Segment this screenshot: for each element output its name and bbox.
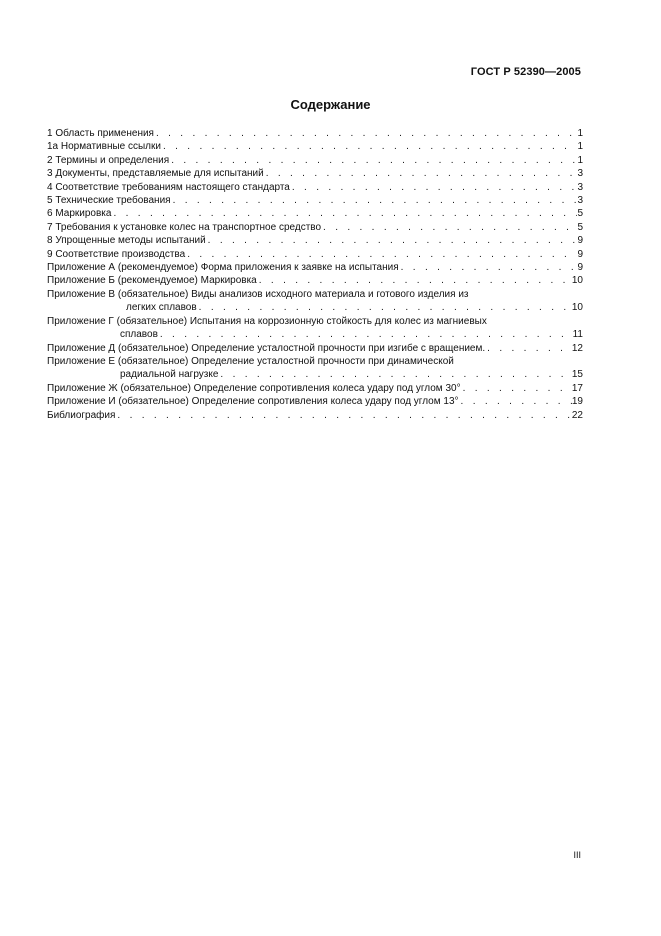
- toc-entry-title: Приложение Д (обязательное) Определение усталостной прочности при изгибе с вращением.: [47, 342, 486, 354]
- toc-entry-title: радиальной нагрузке: [120, 369, 219, 381]
- toc-leader: [218, 368, 571, 381]
- toc-entry[interactable]: [47, 288, 583, 315]
- toc-leader: [264, 167, 577, 180]
- toc-entry-title: сплавов: [120, 329, 158, 341]
- toc-entry-title: легких сплавов: [126, 302, 197, 314]
- toc-entry-title: 1 Область применения: [47, 128, 154, 139]
- toc-entry[interactable]: [47, 167, 583, 180]
- toc-entry-page: 17: [571, 382, 583, 394]
- toc-entry[interactable]: [47, 274, 583, 287]
- toc-entry[interactable]: [47, 181, 583, 194]
- toc-entry-page: 12: [571, 342, 583, 354]
- toc-entry[interactable]: [47, 342, 583, 355]
- toc-entry-page: 9: [577, 262, 583, 274]
- toc-entry-title: 2 Термины и определения: [47, 154, 170, 166]
- toc-entry[interactable]: [47, 382, 583, 395]
- toc-leader: [197, 301, 572, 314]
- toc-entry-title: 5 Технические требования: [47, 195, 171, 207]
- toc-entry-page: 19: [571, 396, 583, 408]
- toc-leader: [154, 127, 577, 140]
- toc-leader: [169, 154, 577, 167]
- toc-entry[interactable]: [47, 234, 583, 247]
- toc-entry-title: 6 Маркировка: [47, 208, 112, 220]
- toc-entry[interactable]: [47, 248, 583, 261]
- toc-leader: [171, 194, 577, 207]
- toc-entry-page: 1: [577, 154, 583, 166]
- toc-entry-page: 9: [577, 248, 583, 260]
- toc-leader: [158, 328, 573, 341]
- toc-entry-title: 9 Соответствие производства: [47, 248, 186, 260]
- toc-leader: [321, 221, 577, 234]
- document-header: ГОСТ Р 52390—2005: [470, 66, 581, 78]
- table-of-contents: [47, 127, 583, 422]
- page-title: Содержание: [290, 97, 371, 112]
- toc-entry-page: 1: [577, 128, 583, 139]
- toc-entry-title: Библиография: [47, 409, 116, 421]
- toc-leader: [290, 181, 577, 194]
- toc-leader: [399, 261, 577, 274]
- toc-entry-page: 3: [577, 195, 583, 207]
- toc-entry[interactable]: [47, 127, 583, 140]
- toc-entry-title: Приложение Ж (обязательное) Определение сопротивления колеса удару под углом 30°: [47, 382, 461, 394]
- toc-entry-title-line1: Приложение В (обязательное) Виды анализов исходного материала и готового изделия из: [47, 288, 469, 300]
- toc-entry-title: Приложение Б (рекомендуемое) Маркировка: [47, 275, 257, 287]
- toc-entry-page: 11: [572, 329, 583, 341]
- toc-entry-title: 1а Нормативные ссылки: [47, 141, 161, 153]
- toc-leader: [485, 342, 572, 355]
- toc-entry-page: 5: [577, 221, 583, 233]
- toc-entry[interactable]: [47, 315, 583, 342]
- toc-entry-page: 10: [571, 302, 583, 314]
- toc-leader: [459, 395, 572, 408]
- toc-entry-title: 8 Упрощенные методы испытаний: [47, 235, 206, 247]
- toc-leader: [111, 207, 577, 220]
- toc-entry[interactable]: [47, 409, 583, 422]
- toc-leader: [161, 140, 577, 153]
- toc-entry-page: 3: [577, 168, 583, 180]
- toc-entry-page: 22: [571, 409, 583, 421]
- toc-entry-page: 10: [571, 275, 583, 287]
- toc-leader: [115, 409, 571, 422]
- toc-entry-page: 5: [577, 208, 583, 220]
- toc-entry[interactable]: [47, 221, 583, 234]
- toc-entry-title: 3 Документы, представляемые для испытаний: [47, 168, 264, 180]
- toc-entry[interactable]: [47, 355, 583, 382]
- toc-entry-title-line1: Приложение Г (обязательное) Испытания на коррозионную стойкость для колес из магниевых: [47, 315, 487, 327]
- toc-entry-page: 1: [577, 141, 583, 153]
- page-number: III: [573, 850, 581, 860]
- toc-leader: [206, 234, 577, 247]
- toc-entry-page: 3: [577, 181, 583, 193]
- toc-entry-page: 15: [571, 369, 583, 381]
- toc-entry-title-line1: Приложение Е (обязательное) Определение усталостной прочности при динамической: [47, 355, 454, 367]
- toc-leader: [257, 274, 572, 287]
- toc-entry-title: Приложение И (обязательное) Определение сопротивления колеса удару под углом 13°: [47, 396, 459, 408]
- toc-entry[interactable]: [47, 207, 583, 220]
- toc-entry-title: Приложение А (рекомендуемое) Форма приложения к заявке на испытания: [47, 262, 399, 274]
- toc-entry-page: 9: [577, 235, 583, 247]
- toc-entry[interactable]: [47, 261, 583, 274]
- toc-leader: [185, 248, 577, 261]
- toc-leader: [461, 382, 572, 395]
- toc-entry[interactable]: [47, 140, 583, 153]
- toc-entry[interactable]: [47, 154, 583, 167]
- toc-entry-title: 4 Соответствие требованиям настоящего стандарта: [47, 181, 290, 193]
- toc-entry[interactable]: [47, 395, 583, 408]
- toc-entry[interactable]: [47, 194, 583, 207]
- toc-entry-title: 7 Требования к установке колес на транспортное средство: [47, 221, 322, 233]
